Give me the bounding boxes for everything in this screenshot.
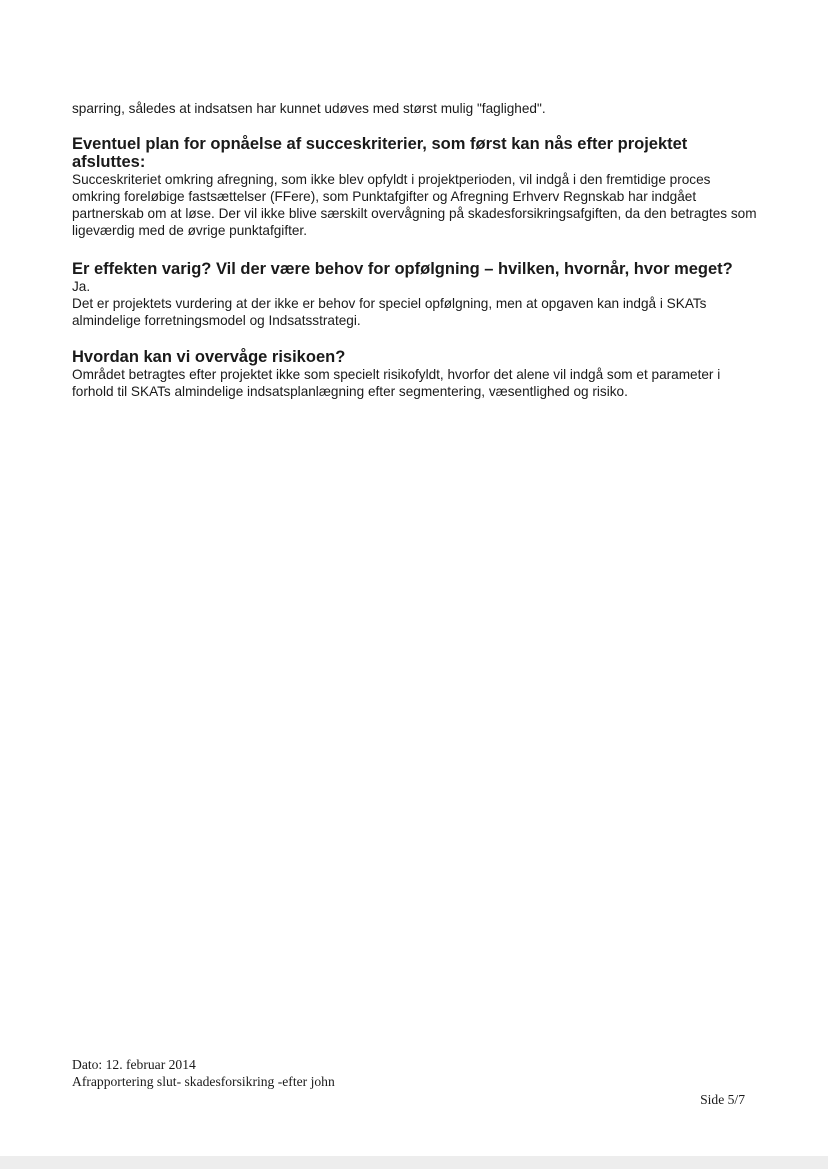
section-heading: Er effekten varig? Vil der være behov for opfølgning – hvilken, hvornår, hvor meget? [72,260,733,278]
section-paragraph: Ja. [72,279,91,294]
page-bottom-edge [0,1156,828,1169]
section-success-criteria-plan [72,135,762,239]
section-paragraph: Området betragtes efter projektet ikke som specielt risikofyldt, hvorfor det alene vil indgå som et parameter i forhold til SKATs almindelige indsatsplanlægning efter segmentering, væsentlighed og risiko. [72,367,721,399]
document-body [72,100,762,400]
intro-paragraph: sparring, således at indsatsen har kunnet udøves med størst mulig "faglighed". [72,101,546,116]
section-heading: Hvordan kan vi overvåge risikoen? [72,348,346,366]
section-effect-durability [72,260,762,329]
footer-date: Dato: 12. februar 2014 [72,1057,196,1072]
section-heading: Eventuel plan for opnåelse af succeskriterier, som først kan nås efter projektet afsluttes: [72,135,688,171]
page-footer [72,1056,335,1090]
section-paragraph: Succeskriteriet omkring afregning, som ikke blev opfyldt i projektperioden, vil indgå i den fremtidige proces omkring foreløbige fastsættelser (FFere), som Punktafgifter og Afregning Erhverv Regnskab har indgået partnerskab om at løse. Der vil ikke blive særskilt overvågning på skadesforsikringsafgiften, da den betragtes som ligeværdig med de øvrige punktafgifter. [72,172,757,238]
page-number: Side 5/7 [700,1092,745,1107]
section-paragraph: Det er projektets vurdering at der ikke er behov for speciel opfølgning, men at opgaven kan indgå i SKATs almindelige forretningsmodel og Indsatsstrategi. [72,296,707,328]
footer-document-title: Afrapportering slut- skadesforsikring -efter john [72,1074,335,1089]
section-risk-monitoring [72,348,762,400]
